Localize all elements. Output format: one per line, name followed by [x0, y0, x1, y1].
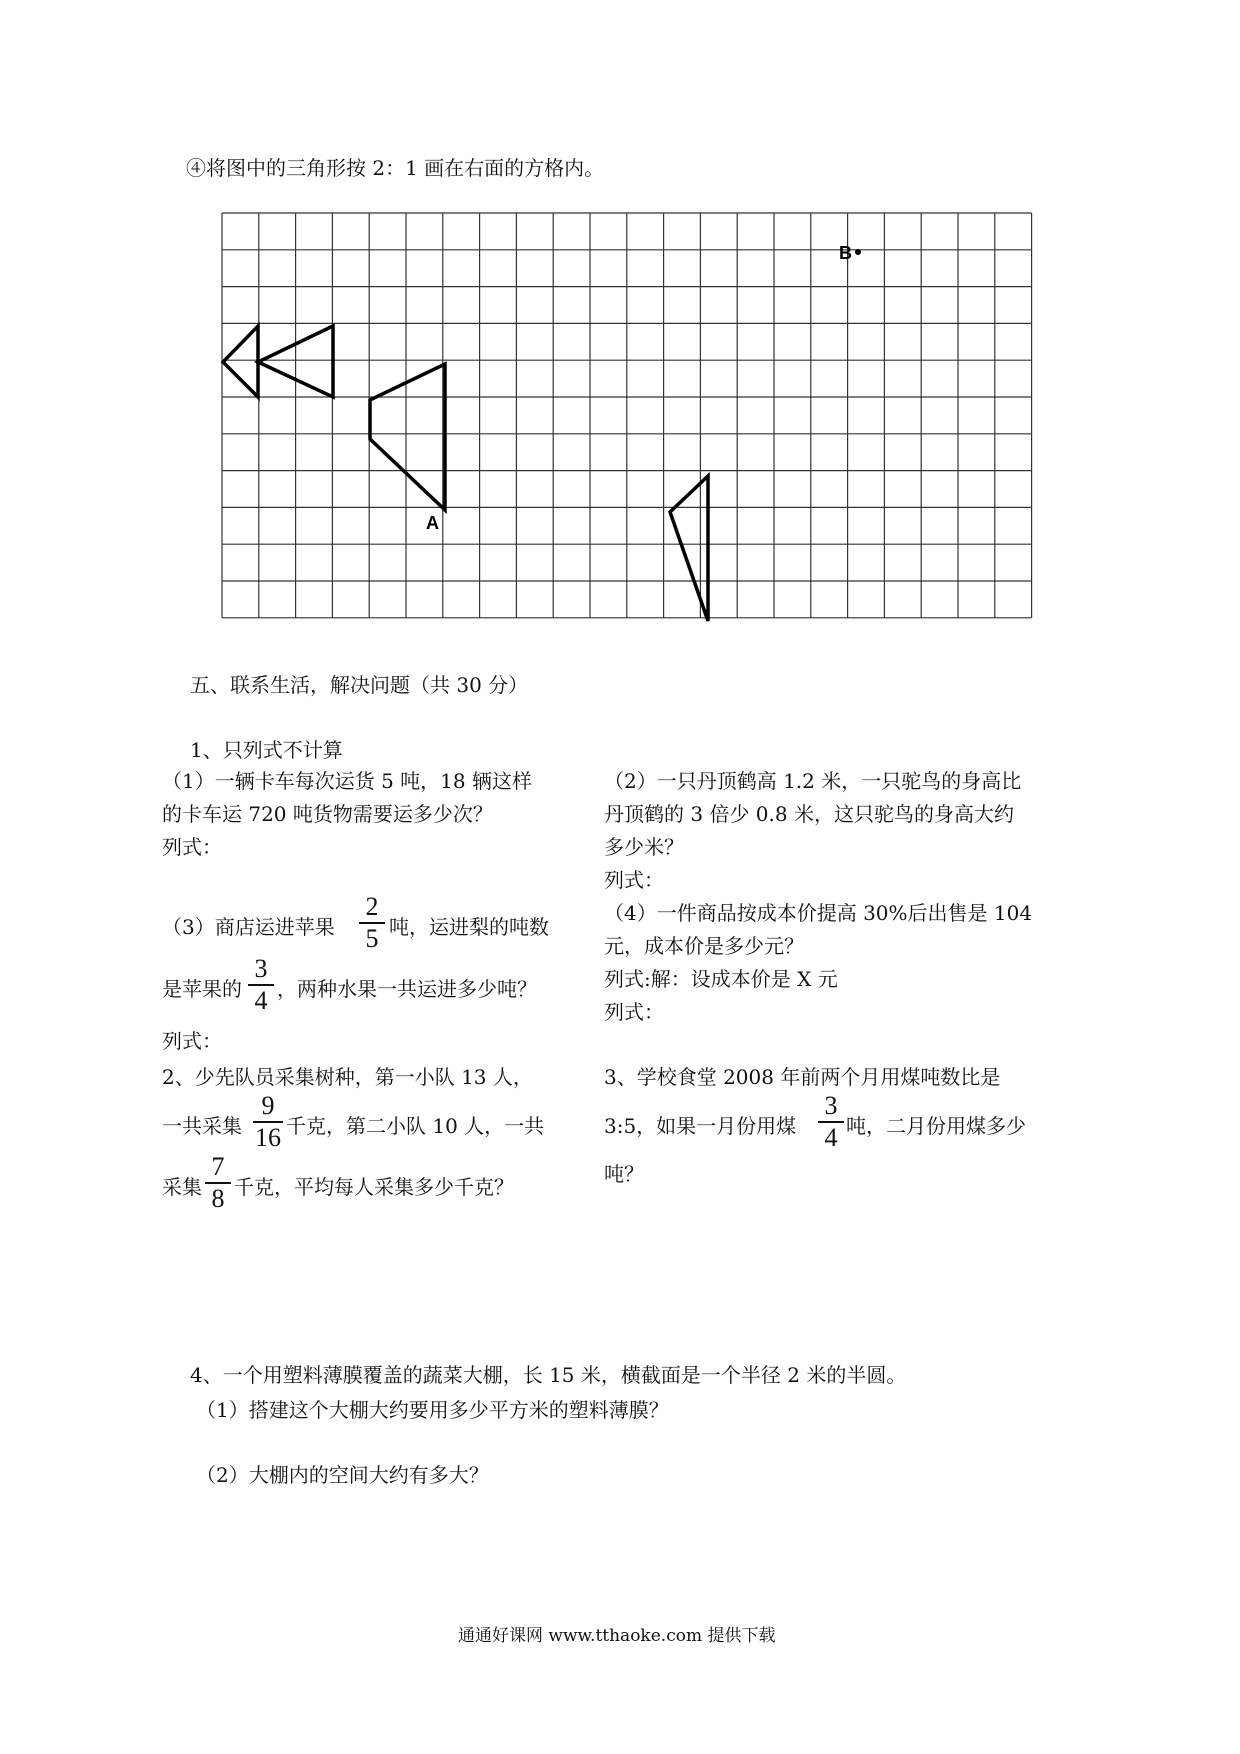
quadrilateral-shape: [370, 364, 445, 510]
q2-text-b: 千克，第二小队 10 人，一共: [286, 1114, 545, 1138]
point-b-dot: [855, 249, 861, 255]
label-a: A: [426, 513, 439, 533]
q1-3-text-d: ，两种水果一共运进多少吨？: [277, 977, 537, 1001]
q2-text-c: 采集: [162, 1175, 202, 1199]
q1-3-fraction-1: [359, 893, 385, 953]
q1-1-line1: （1）一辆卡车每次运货 5 吨，18 辆这样: [162, 769, 532, 793]
q1-2-formula: 列式：: [604, 868, 664, 892]
q1-4-line3: 列式:解：设成本价是 X 元: [604, 967, 838, 991]
q2-fraction-1: [253, 1092, 283, 1152]
q1-3-text-a: （3）商店运进苹果: [162, 915, 335, 939]
q1-4-line2: 元，成本价是多少元？: [604, 934, 804, 958]
fraction-numerator: 9: [253, 1092, 283, 1123]
q3-text-b: 吨，二月份用煤多少: [846, 1114, 1026, 1138]
q1-2-line3: 多少米？: [604, 835, 684, 859]
q2-text-a: 一共采集: [162, 1114, 242, 1138]
q1-3-text-c: 是苹果的: [162, 977, 242, 1001]
tall-triangle: [670, 476, 708, 621]
fraction-denominator: 5: [365, 924, 379, 953]
q4-line1: 4、一个用塑料薄膜覆盖的蔬菜大棚，长 15 米，横截面是一个半径 2 米的半圆。: [190, 1363, 907, 1387]
grid-figure: [0, 0, 1240, 700]
fraction-denominator: 4: [254, 986, 268, 1015]
q1-1-formula: 列式：: [162, 835, 222, 859]
fraction-numerator: 7: [205, 1153, 231, 1184]
q1-2-line2: 丹顶鹤的 3 倍少 0.8 米，这只驼鸟的身高大约: [604, 802, 1014, 826]
instruction-4: ④将图中的三角形按 2：1 画在右面的方格内。: [186, 156, 605, 180]
q1-3-formula: 列式：: [162, 1029, 222, 1053]
q3-fraction: [818, 1092, 844, 1152]
label-b: B: [839, 243, 852, 263]
q4-1: （1）搭建这个大棚大约要用多少平方米的塑料薄膜？: [196, 1398, 669, 1422]
q1-3-fraction-2: [248, 955, 274, 1015]
q4-2: （2）大棚内的空间大约有多大？: [196, 1463, 489, 1487]
q1-4-line1: （4）一件商品按成本价提高 30%后出售是 104: [604, 901, 1033, 925]
q1-4-formula: 列式：: [604, 1000, 664, 1024]
q2-text-d: 千克，平均每人采集多少千克？: [234, 1175, 514, 1199]
q1-2-line1: （2）一只丹顶鹤高 1.2 米，一只驼鸟的身高比: [604, 769, 1022, 793]
q1-3-text-b: 吨，运进梨的吨数: [389, 915, 549, 939]
fraction-denominator: 8: [211, 1184, 225, 1213]
q1-1-line2: 的卡车运 720 吨货物需要运多少次？: [162, 802, 493, 826]
fraction-denominator: 16: [255, 1123, 281, 1152]
section-5-title: 五、联系生活，解决问题（共 30 分）: [190, 673, 529, 697]
q2-line1: 2、少先队员采集树种，第一小队 13 人，: [162, 1065, 533, 1089]
q1-heading: 1、只列式不计算: [190, 738, 343, 762]
q3-text-c: 吨？: [604, 1162, 644, 1186]
q3-line1: 3、学校食堂 2008 年前两个月用煤吨数比是: [604, 1065, 1001, 1089]
footer-source: 通通好课网 www.tthaoke.com 提供下载: [458, 1626, 776, 1646]
q3-text-a: 3:5，如果一月份用煤: [604, 1114, 797, 1138]
fraction-numerator: 3: [248, 955, 274, 986]
fraction-denominator: 4: [824, 1123, 838, 1152]
small-triangle: [223, 326, 258, 397]
fraction-numerator: 3: [818, 1092, 844, 1123]
q2-fraction-2: [205, 1153, 231, 1213]
fraction-numerator: 2: [359, 893, 385, 924]
